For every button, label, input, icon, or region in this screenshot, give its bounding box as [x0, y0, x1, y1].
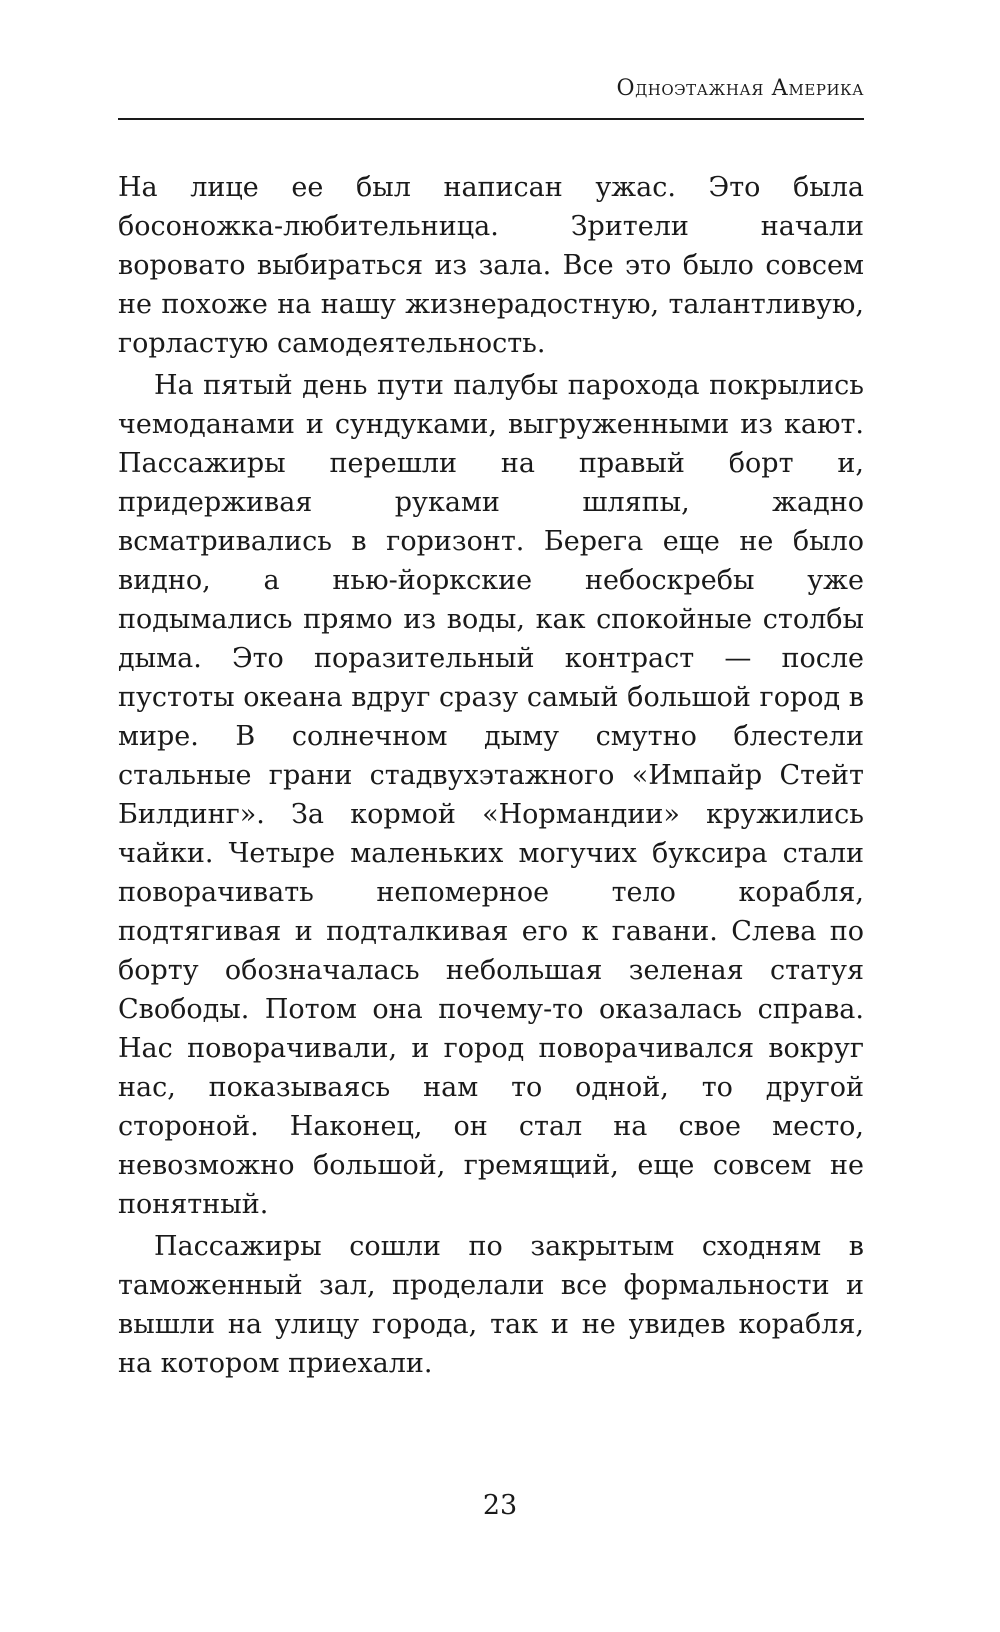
header-rule: [118, 118, 864, 120]
body-text: [118, 168, 864, 1383]
page-number: 23: [482, 1490, 518, 1521]
running-title: Одноэтажная Америка: [616, 76, 864, 101]
running-head: [118, 72, 864, 112]
paragraph: Пассажиры сошли по закрытым сходням в таможенный зал, проделали все формальности и вышли на улицу города, так и не увидев корабля, на котором приехали.: [118, 1231, 864, 1379]
paragraph-continued: На лице ее был написан ужас. Это была босоножка-любительница. Зрители начали воровато выбираться из зала. Все это было совсем не похоже на нашу жизнерадостную, талантливую, горластую самодеятельность.: [118, 172, 864, 359]
paragraph: На пятый день пути палубы парохода покрылись чемоданами и сундуками, выгруженными из кают. Пассажиры перешли на правый борт и, придерживая руками шляпы, жадно всматривались в горизонт. Берега еще не было видно, а нью-йоркские небоскребы уже подымались прямо из воды, как спокойные столбы дыма. Это поразительный контраст — после пустоты океана вдруг сразу самый большой город в мире. В солнечном дыму смутно блестели стальные грани стадвухэтажного «Импайр Стейт Билдинг». За кормой «Нормандии» кружились чайки. Четыре маленьких могучих буксира стали поворачивать непомерное тело корабля, подтягивая и подталкивая его к гавани. Слева по борту обозначалась небольшая зеленая статуя Свободы. Потом она почему-то оказалась справа. Нас поворачивали, и город поворачивался вокруг нас, показываясь нам то одной, то другой стороной. Наконец, он стал на свое место, невозможно большой, гремящий, еще совсем не понятный.: [118, 370, 864, 1220]
